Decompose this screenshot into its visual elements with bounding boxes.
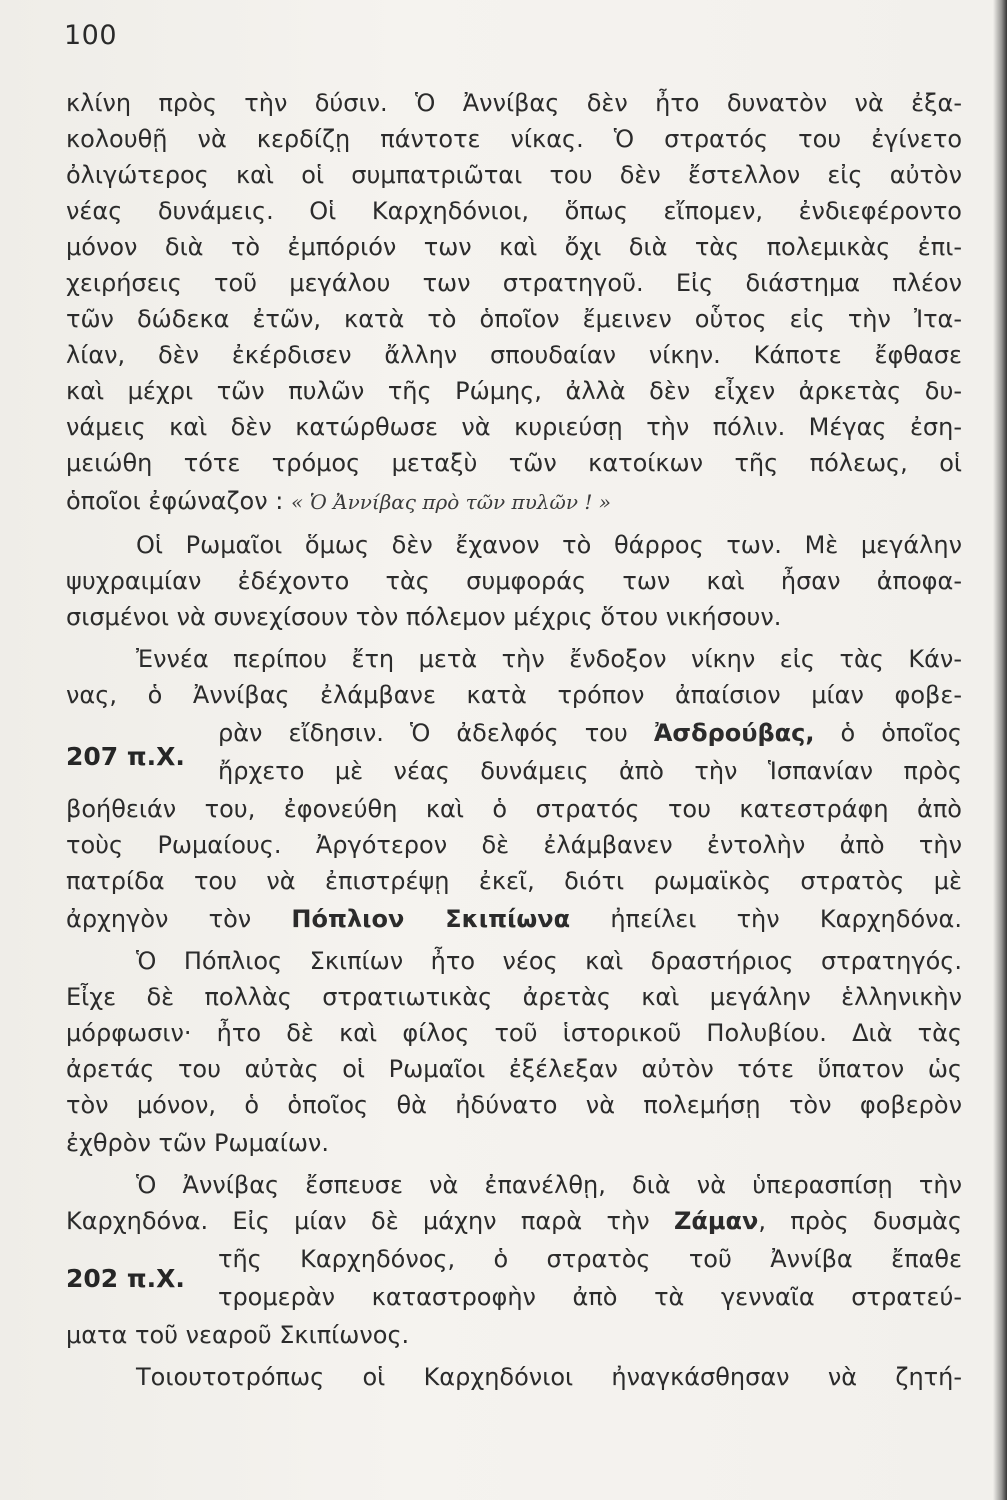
text-line: χειρήσεις τοῦ μεγάλου των στρατηγοῦ. Εἰς διάστημα πλέον — [66, 269, 962, 297]
text-line: σισμένοι νὰ συνεχίσουν τὸν πόλεμον μέχρις ὅτου νικήσουν. — [66, 603, 782, 631]
page-edge-shadow — [993, 0, 1007, 1500]
text-line: Εἶχε δὲ πολλὰς στρατιωτικὰς ἀρετὰς καὶ μεγάλην ἑλληνικὴν — [66, 983, 962, 1011]
text-line: τὸν μόνον, ὁ ὁποῖος θὰ ἠδύνατο νὰ πολεμήσῃ τὸν φοβερὸν — [66, 1091, 962, 1119]
name-zama: Ζάμαν — [673, 1207, 759, 1235]
text-segment: ἠπείλει τὴν Καρχηδόνα. — [610, 905, 962, 933]
text-line: ματα τοῦ νεαροῦ Σκιπίωνος. — [66, 1321, 410, 1349]
text-line: πατρίδα του νὰ ἐπιστρέψῃ ἐκεῖ, διότι ρωμαϊκὸς στρατὸς μὲ — [66, 867, 962, 895]
text-line: νας, ὁ Ἀννίβας ἐλάμβανε κατὰ τρόπον ἀπαίσιον μίαν φοβε- — [66, 681, 962, 709]
margin-date: 207 π.Χ. — [66, 742, 185, 771]
text-line: κλίνη πρὸς τὴν δύσιν. Ὁ Ἀννίβας δὲν ἦτο δυνατὸν νὰ ἐξα- — [66, 89, 962, 117]
text-line-with-quote — [66, 486, 962, 517]
text-line: τῶν δώδεκα ἐτῶν, κατὰ τὸ ὁποῖον ἔμεινεν οὗτος εἰς τὴν Ἰτα- — [66, 305, 962, 333]
name-asdrubas: Ἀσδρούβας, — [653, 719, 815, 747]
text-line: τῆς Καρχηδόνος, ὁ στρατὸς τοῦ Ἀννίβα ἔπαθε — [218, 1245, 962, 1273]
text-line: ὀλιγώτερος καὶ οἱ συμπατριῶται του δὲν ἔστελλον εἰς αὐτὸν — [66, 161, 962, 189]
text-line: Ὁ Ἀννίβας ἔσπευσε νὰ ἐπανέλθῃ, διὰ νὰ ὑπερασπίσῃ τὴν — [136, 1171, 962, 1199]
text-line — [66, 1206, 962, 1236]
text-line — [218, 718, 962, 748]
text-line: νέας δυνάμεις. Οἱ Καρχηδόνιοι, ὅπως εἴπομεν, ἐνδιεφέροντο — [66, 197, 962, 225]
text-line: Ὁ Πόπλιος Σκιπίων ἦτο νέος καὶ δραστήριος στρατηγός. — [136, 947, 962, 975]
text-segment: ὁποῖοι ἐφώναζον : — [66, 487, 284, 515]
text-line: μειώθη τότε τρόμος μεταξὺ τῶν κατοίκων τῆς πόλεως, οἱ — [66, 449, 962, 477]
text-line: ψυχραιμίαν ἐδέχοντο τὰς συμφοράς των καὶ ἦσαν ἀποφα- — [66, 567, 962, 595]
name-poplios: Πόπλιον Σκιπίωνα — [291, 905, 571, 933]
text-line: τοὺς Ρωμαίους. Ἀργότερον δὲ ἐλάμβανεν ἐντολὴν ἀπὸ τὴν — [66, 831, 962, 859]
text-segment: Καρχηδόνα. Εἰς μίαν δὲ μάχην παρὰ τὴν — [66, 1207, 650, 1235]
text-line: κολουθῇ νὰ κερδίζῃ πάντοτε νίκας. Ὁ στρατός του ἐγίνετο — [66, 125, 962, 153]
text-segment: ἀρχηγὸν τὸν — [66, 905, 252, 933]
page-number: 100 — [64, 20, 118, 51]
text-line — [66, 904, 962, 934]
text-segment: ρὰν εἴδησιν. Ὁ ἀδελφός του — [218, 719, 628, 747]
text-line: νάμεις καὶ δὲν κατώρθωσε νὰ κυριεύσῃ τὴν πόλιν. Μέγας ἐση- — [66, 413, 962, 441]
quote-text: « Ὁ Ἀννίβας πρὸ τῶν πυλῶν ! » — [291, 490, 611, 514]
text-line: ἀρετάς του αὐτὰς οἱ Ρωμαῖοι ἐξέλεξαν αὐτὸν τότε ὕπατον ὡς — [66, 1055, 962, 1083]
text-line: λίαν, δὲν ἐκέρδισεν ἄλλην σπουδαίαν νίκην. Κάποτε ἔφθασε — [66, 341, 962, 369]
text-line: Οἱ Ρωμαῖοι ὅμως δὲν ἔχανον τὸ θάρρος των. Μὲ μεγάλην — [136, 531, 962, 559]
text-line: Τοιουτοτρόπως οἱ Καρχηδόνιοι ἠναγκάσθησαν νὰ ζητή- — [136, 1363, 962, 1391]
margin-date: 202 π.Χ. — [66, 1264, 185, 1293]
text-line: μόνον διὰ τὸ ἐμπόριόν των καὶ ὄχι διὰ τὰς πολεμικὰς ἐπι- — [66, 233, 962, 261]
text-segment: ὁ ὁποῖος — [840, 719, 962, 747]
text-line: τρομερὰν καταστροφὴν ἀπὸ τὰ γενναῖα στρατεύ- — [218, 1283, 962, 1311]
text-line: ἤρχετο μὲ νέας δυνάμεις ἀπὸ τὴν Ἱσπανίαν πρὸς — [218, 757, 962, 785]
text-line: Ἐννέα περίπου ἔτη μετὰ τὴν ἔνδοξον νίκην εἰς τὰς Κάν- — [136, 645, 962, 673]
text-line: ἐχθρὸν τῶν Ρωμαίων. — [66, 1129, 329, 1157]
text-line: καὶ μέχρι τῶν πυλῶν τῆς Ρώμης, ἀλλὰ δὲν εἶχεν ἀρκετὰς δυ- — [66, 377, 962, 405]
text-segment: , πρὸς δυσμὰς — [758, 1207, 963, 1235]
text-line: μόρφωσιν· ἦτο δὲ καὶ φίλος τοῦ ἱστορικοῦ Πολυβίου. Διὰ τὰς — [66, 1019, 962, 1047]
text-line: βοήθειάν του, ἐφονεύθη καὶ ὁ στρατός του κατεστράφη ἀπὸ — [66, 795, 962, 823]
